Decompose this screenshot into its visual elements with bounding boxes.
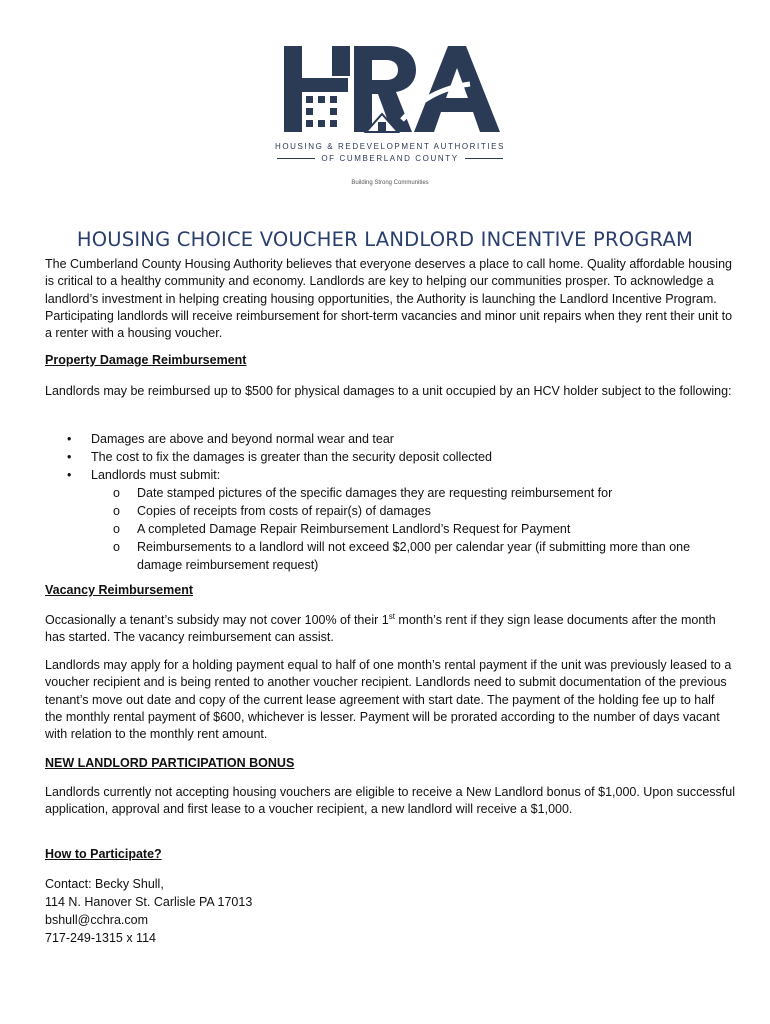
- vacancy-paragraph-2: [45, 657, 735, 743]
- list-item: o Copies of receipts from costs of repair(s) of damages: [113, 504, 431, 518]
- bonus-paragraph: [45, 784, 735, 819]
- logo-org-line-2: [270, 154, 510, 163]
- hra-logo: [270, 40, 510, 190]
- vacancy-paragraph-1: [45, 612, 735, 647]
- intro-text: The Cumberland County Housing Authority believes that everyone deserves a place to call home. Quality affordable housing is critical to a healthy community and economy. Landlords are key to helping our communities prosper. To acknowledge a landlord’s investment in helping creating housing opportunities, the Authority is launching the Landlord Incentive Program. Participating landlords will receive reimbursement for short-term vacancies and minor unit repairs when they rent their unit to a renter with a housing voucher.: [45, 257, 733, 341]
- logo-tagline: Building Strong Communities: [351, 180, 429, 186]
- damage-text: Landlords may be reimbursed up to $500 for physical damages to a unit occupied by an HCV holder subject to the following:: [45, 384, 732, 398]
- participate-heading: How to Participate?: [45, 847, 162, 861]
- logo-org-line-1: HOUSING & REDEVELOPMENT AUTHORITIES: [274, 142, 506, 151]
- damage-paragraph: [45, 383, 735, 400]
- page-title: HOUSING CHOICE VOUCHER LANDLORD INCENTIVE PROGRAM: [76, 228, 694, 251]
- list-item: o A completed Damage Repair Reimbursement Landlord’s Request for Payment: [113, 522, 571, 536]
- submission-sub-list: [91, 484, 735, 574]
- contact-block: [45, 875, 735, 947]
- list-item: o Reimbursements to a landlord will not exceed $2,000 per calendar year (if submitting more than one damage reimbursement request): [113, 540, 691, 572]
- contact-email: bshull@cchra.com: [45, 913, 149, 927]
- list-item: • Damages are above and beyond normal wear and tear: [67, 432, 394, 446]
- bonus-heading: NEW LANDLORD PARTICIPATION BONUS: [45, 756, 295, 770]
- vacancy-heading: Vacancy Reimbursement: [45, 583, 193, 597]
- list-item: • Landlords must submit: o Date stamped pictures of the specific damages they are requesting reimbursement for o Copies of receipts from costs of repair(s) of damages o A completed Damage Repair Reimbursement Landlord’s Request for Payment o Reimbursements to a landlord will not exceed $2,000 per calendar year (if submitting more than one damage reimbursement request): [45, 466, 735, 574]
- vacancy-text-2: Landlords may apply for a holding payment equal to half of one month’s rental payment if the unit was previously leased to a voucher recipient and is being rented to another voucher recipient. Landlords need to submit documentation of the previous tenant’s move out date and copy of the current lease agreement with start date. The payment of the holding fee up to half the monthly rental payment of $600, whichever is lesser. Payment will be prorated according to the number of days vacant with relation to the monthly rent amount.: [45, 658, 732, 742]
- hra-logo-mark: [270, 40, 510, 140]
- logo-org-line-2-text: OF CUMBERLAND COUNTY: [321, 154, 459, 163]
- damage-heading: Property Damage Reimbursement: [45, 353, 247, 367]
- contact-name: Contact: Becky Shull,: [45, 877, 164, 891]
- damage-bullet-list: [45, 430, 735, 574]
- bonus-text: Landlords currently not accepting housing vouchers are eligible to receive a New Landlord bonus of $1,000. Upon successful application, approval and first lease to a voucher recipient, a new landlord will receive a $1,000.: [45, 785, 736, 817]
- contact-address: 114 N. Hanover St. Carlisle PA 17013: [45, 895, 253, 909]
- intro-paragraph: [45, 256, 735, 342]
- vacancy-text-1: Occasionally a tenant’s subsidy may not cover 100% of their 1st month’s rent if they sign lease documents after the month has started. The vacancy reimbursement can assist.: [45, 611, 716, 645]
- list-item: • The cost to fix the damages is greater than the security deposit collected: [67, 450, 492, 464]
- list-item: o Date stamped pictures of the specific damages they are requesting reimbursement for: [113, 486, 613, 500]
- contact-phone: 717-249-1315 x 114: [45, 931, 156, 945]
